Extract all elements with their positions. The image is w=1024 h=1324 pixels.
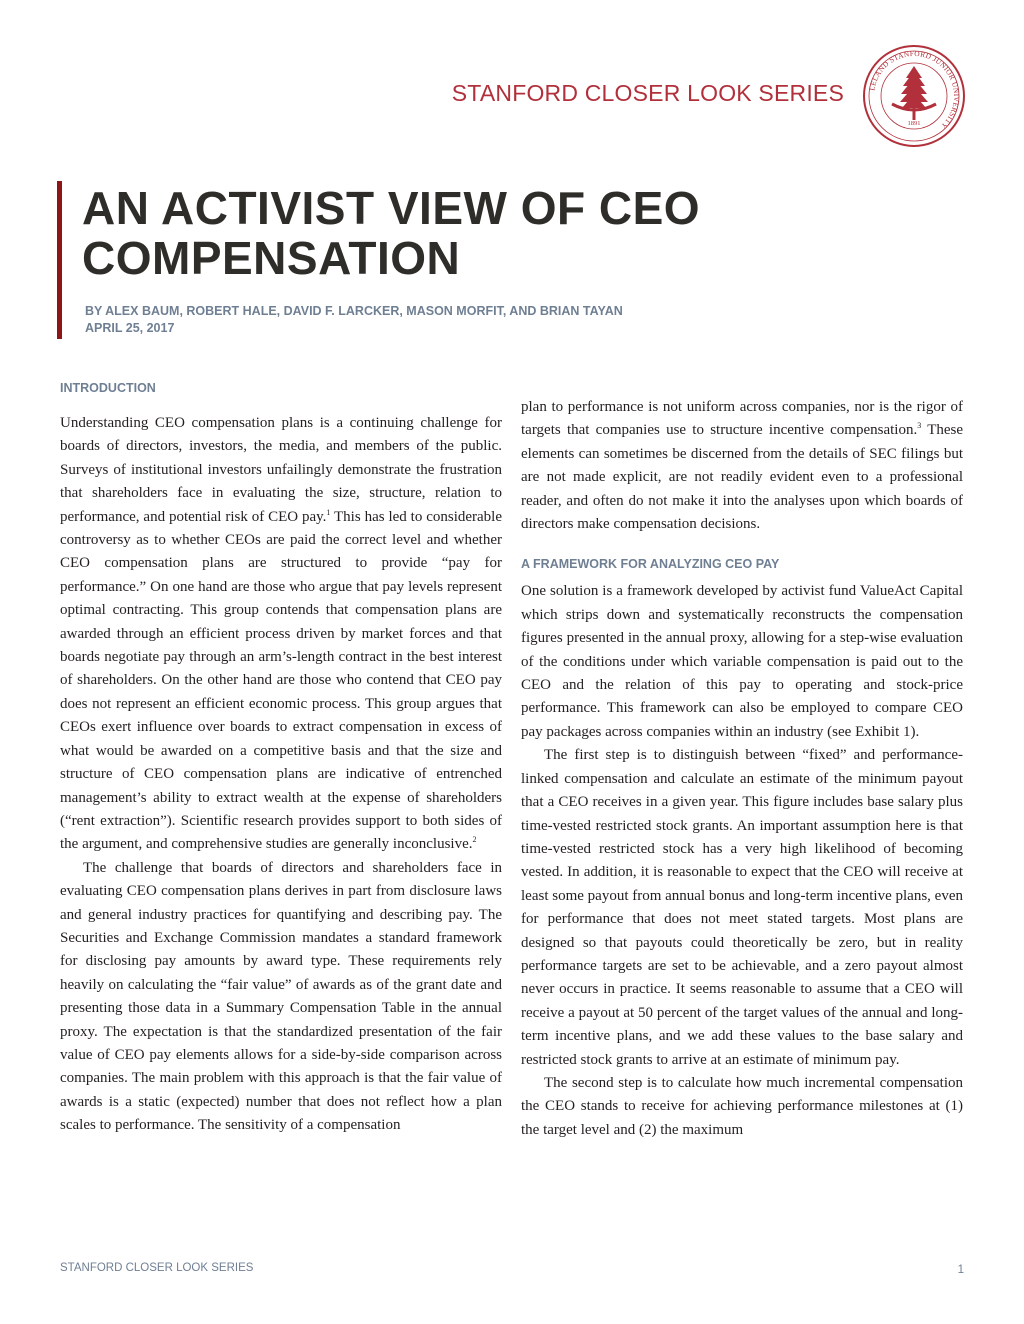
authors: BY ALEX BAUM, ROBERT HALE, DAVID F. LARCKER, MASON MORFIT, AND BRIAN TAYAN bbox=[85, 304, 623, 318]
framework-paragraph-3: The second step is to calculate how much incremental compensation the CEO stands to receive for achieving performance milestones at (1) the target level and (2) the maximum bbox=[521, 1074, 963, 1138]
text-span: plan to performance is not uniform across companies, nor is the rigor of targets that companies use to structure incentive compensation. bbox=[521, 399, 963, 439]
section-heading-framework: A FRAMEWORK FOR ANALYZING CEO PAY bbox=[521, 557, 780, 572]
title-accent-bar bbox=[57, 181, 62, 339]
svg-text:LELAND STANFORD JUNIOR UNIVERS: LELAND STANFORD JUNIOR UNIVERSITY bbox=[867, 48, 962, 131]
text-span: Understanding CEO compensation plans is a continuing challenge for boards of directors, investors, the media, and members of the public. Surveys of institutional investors unfailingly demonstrate the frustration that shareholders face in evaluating the size, structure, relation to performance, and potential risk of CEO pay. bbox=[60, 415, 502, 525]
text-span: This has led to considerable controversy as to whether CEOs are paid the correct level and whether CEO compensation plans are structured to provide “pay for performance.” On one hand are those who argue that pay levels represent optimal contracting. This group contends that compensation plans are awarded through an efficient process driven by market forces and that boards negotiate pay through an arm’s-length contract in the best interest of shareholders. On the other hand are those who contend that CEO pay does not represent an efficient economic process. This group argues that CEOs exert influence over boards to extract compensation in excess of what would be awarded on a competitive basis and that the size and structure of CEO compensation plans are indicative of entrenched management’s ability to extract wealth at the expense of shareholders (“rent extraction”). Scientific research provides support to both sides of the argument, and comprehensive studies are generally inconclusive. bbox=[60, 508, 502, 853]
framework-paragraph-1: One solution is a framework developed by activist fund ValueAct Capital which strips down and systematically reconstructs the compensation figures presented in the annual proxy, allowing for a step-wise evaluation of the conditions under which variable compensation is paid out to the CEO and the relation of this pay to operating and stock-price performance. This framework can also be employed to compare CEO pay packages across companies within an industry (see Exhibit 1). bbox=[521, 583, 963, 740]
svg-text:1891: 1891 bbox=[907, 120, 921, 127]
footer-series: STANFORD CLOSER LOOK SERIES bbox=[60, 1262, 254, 1274]
byline bbox=[85, 303, 623, 337]
footnote-ref-2: 2 bbox=[472, 835, 477, 845]
page-title: AN ACTIVIST VIEW OF CEO COMPENSATION bbox=[82, 182, 701, 284]
footnote-ref-1: 1 bbox=[326, 507, 331, 517]
intro-paragraph-1 bbox=[60, 412, 502, 857]
section-heading-introduction: INTRODUCTION bbox=[60, 381, 156, 395]
footnote-ref-3: 3 bbox=[917, 421, 922, 431]
publication-date: APRIL 25, 2017 bbox=[85, 321, 175, 335]
series-header: STANFORD CLOSER LOOK SERIES bbox=[451, 80, 844, 106]
text-span: These elements can sometimes be discerned from the details of SEC filings but are not made explicit, are not readily evident even to a professional reader, and often do not make it into the analyses upon which boards of directors make compensation decisions. bbox=[521, 422, 964, 533]
intro-paragraph-2: The challenge that boards of directors and shareholders face in evaluating CEO compensation plans derives in part from disclosure laws and general industry practices for quantifying and describing pay. The Securities and Exchange Commission mandates a standard framework for disclosing pay amounts by award type. These requirements rely heavily on calculating the “fair value” of awards as of the grant date and presenting those data in a Summary Compensation Table in the annual proxy. The expectation is that the standardized presentation of the fair value of CEO pay elements allows for a side-by-side comparison across companies. The main problem with this approach is that the fair value of awards is a static (expected) number that does not reflect how a plan scales to performance. The sensitivity of a compensation bbox=[60, 859, 502, 1134]
framework-paragraph-2: The first step is to distinguish between “fixed” and performance-linked compensation and calculate an estimate of the minimum payout that a CEO receives in a given year. This figure includes base salary plus time-vested restricted stock grants. An important assumption here is that time-vested restricted stock has a very high likelihood of becoming vested. In addition, it is reasonable to expect that the CEO will receive at least some payout from annual bonus and long-term incentive plans, even for performance that does not meet stated targets. Most plans are designed so that payouts could theoretically be zero, but in reality performance targets are set to be achievable, and a zero payout almost never occurs in practice. It seems reasonable to assume that a CEO will receive a payout at 50 percent of the target values of the annual and long-term incentive plans, and we add these values to the base salary and restricted stock grants to arrive at an estimate of minimum pay. bbox=[521, 747, 963, 1068]
left-column bbox=[60, 378, 502, 1138]
right-column bbox=[521, 396, 963, 1142]
intro-paragraph-continued bbox=[521, 396, 963, 536]
page-number: 1 bbox=[957, 1264, 964, 1276]
stanford-seal-logo bbox=[862, 44, 966, 148]
